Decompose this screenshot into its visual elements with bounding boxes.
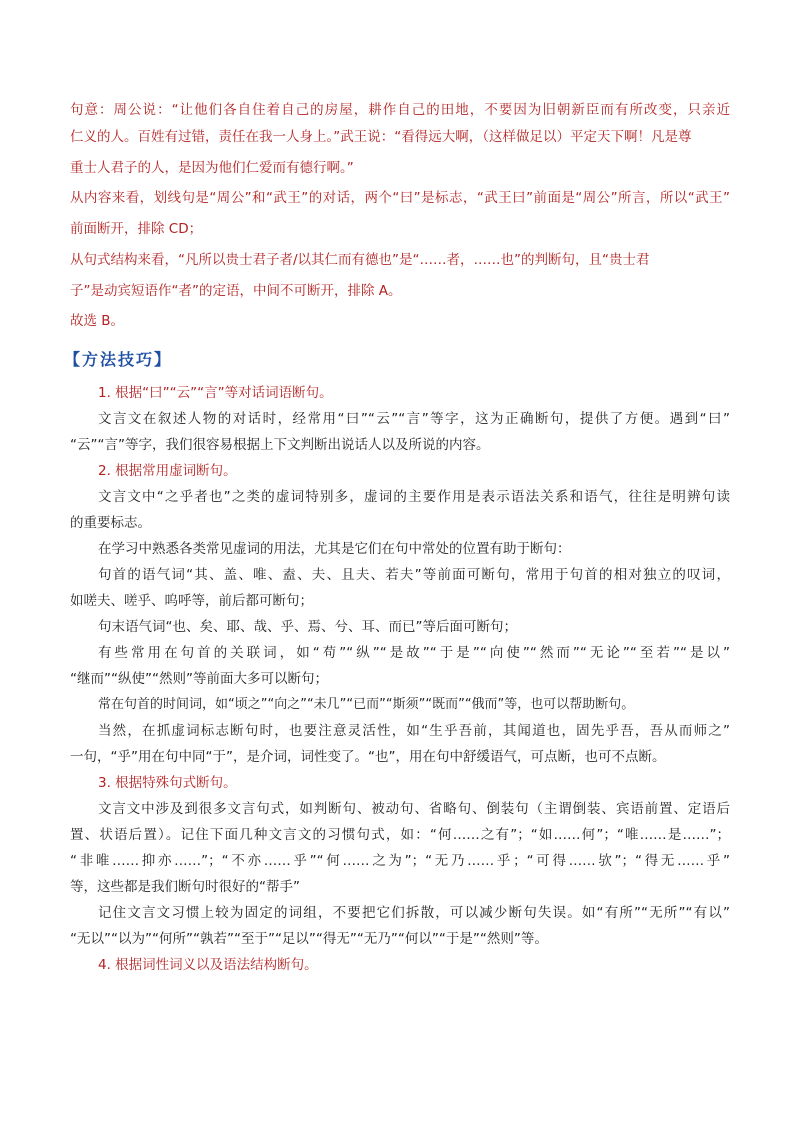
method-paragraph: 文言文中涉及到很多文言句式，如判断句、被动句、省略句、倒装句（主谓倒装、宾语前置、定语后 [98,801,730,817]
method-paragraph: 文言文在叙述人物的对话时，经常用“曰”“云”“言”等字，这为正确断句，提供了方便。遇到“曰” [98,411,730,427]
method-paragraph: “无以”“以为”“何所”“孰若”“至于”“足以”“得无”“无乃”“何以”“于是”“然则”等。 [70,931,548,947]
method-paragraph: 在学习中熟悉各类常见虚词的用法，尤其是它们在句中常处的位置有助于断句： [98,541,571,557]
explanation-line: 仁义的人。百姓有过错，责任在我一人身上。”武王说：“看得远大啊，（这样做足以）平定天下啊！凡是尊 [70,129,692,145]
method-paragraph: 句末语气词“也、矣、耶、哉、乎、焉、兮、耳、而已”等后面可断句； [98,619,517,635]
method-paragraph: 如嗟夫、嗟乎、呜呼等，前后都可断句； [70,593,313,609]
method-paragraph: “云”“言”等字，我们很容易根据上下文判断出说话人以及所说的内容。 [70,437,490,453]
section-title: 【方法技巧】 [64,350,173,369]
methods-block [70,380,730,978]
explanation-line: 句意：周公说：“让他们各自住着自己的房屋，耕作自己的田地，不要因为旧朝新臣而有所改变，只亲近 [70,102,730,118]
method-paragraph: 当然，在抓虚词标志断句时，也要注意灵活性，如“生乎吾前，其闻道也，固先乎吾，吾从而师之” [98,723,730,739]
method-paragraph: 常在句首的时间词，如“顷之”“向之”“未几”“已而”“斯须”“既而”“俄而”等，也可以帮助断句。 [98,697,635,712]
method-paragraph: 的重要标志。 [70,515,151,531]
explanation-line: 重士人君子的人，是因为他们仁爱而有德行啊。” [70,160,354,176]
method-paragraph: 句首的语气词“其、盖、唯、盍、夫、且夫、若夫”等前面可断句，常用于句首的相对独立的叹词， [98,567,730,583]
method-heading: 2. 根据常用虚词断句。 [98,463,237,479]
method-heading: 1. 根据“曰”“云”“言”等对话词语断句。 [98,385,333,401]
method-paragraph: 等，这些都是我们断句时很好的“帮手” [70,879,300,895]
method-heading: 4. 根据词性词义以及语法结构断句。 [98,957,318,973]
explanation-line: 前面断开，排除 CD； [70,221,203,237]
explanation-line: 故选 B。 [70,313,125,329]
method-paragraph: 记住文言文习惯上较为固定的词组，不要把它们拆散，可以减少断句失误。如“有所”“无所”“有以” [98,905,730,921]
method-paragraph: “非唯……抑亦……”；“不亦……乎”“何……之为”；“无乃……乎；“可得……欤”；“得无……乎” [70,853,730,869]
method-paragraph: “继而”“纵使”“然则”等前面大多可以断句； [70,671,328,687]
explanation-line: 子”是动宾短语作“者”的定语，中间不可断开，排除 A。 [70,283,402,299]
method-paragraph: 一句，“乎”用在句中同“于”，是介词，词性变了。“也”，用在句中舒缓语气，可点断，也可不点断。 [70,749,666,765]
explanation-line: 从内容来看，划线句是“周公”和“武王”的对话，两个“曰”是标志，“武王曰”前面是“周公”所言，所以“武王” [70,190,730,206]
method-heading: 3. 根据特殊句式断句。 [98,775,237,791]
method-paragraph: 置、状语后置）。记住下面几种文言文的习惯句式，如：“何……之有”；“如……何”；“唯……是……”； [70,827,730,843]
explanation-line: 从句式结构来看，“凡所以贵士君子者/以其仁而有德也”是“……者，……也”的判断句，且“贵士君 [70,252,650,268]
method-paragraph: 有些常用在句首的关联词，如“苟”“纵”“是故”“于是”“向使”“然而”“无论”“至若”“是以” [98,645,730,661]
method-paragraph: 文言文中“之乎者也”之类的虚词特别多，虚词的主要作用是表示语法关系和语气，往往是明辨句读 [98,489,730,505]
explanation-block [70,98,730,336]
